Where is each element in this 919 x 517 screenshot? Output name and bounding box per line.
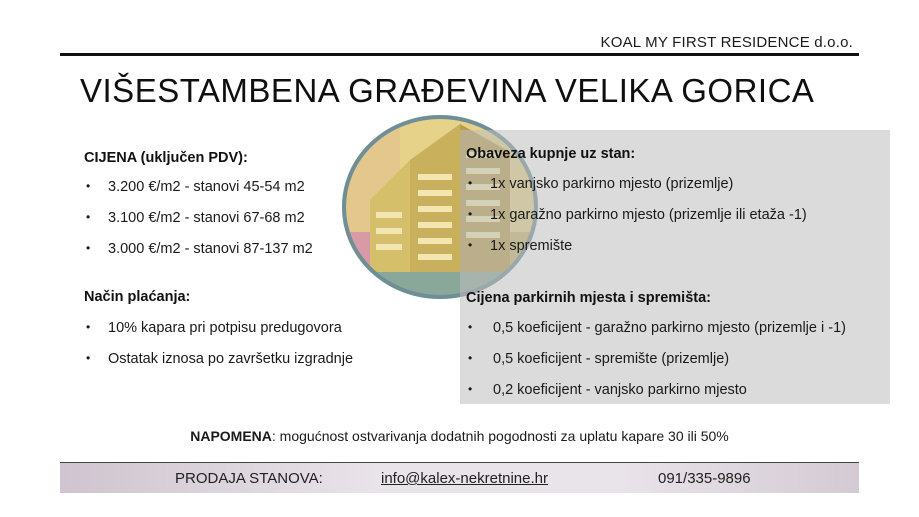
note [0, 428, 919, 444]
list-item: • 1x vanjsko parkirno mjesto (prizemlje) [466, 176, 807, 207]
footer-bar [60, 463, 859, 493]
top-divider [60, 53, 859, 56]
list-item: • 3.200 €/m2 - stanovi 45-54 m2 [84, 179, 313, 210]
note-label: NAPOMENA [190, 428, 272, 444]
payment-title: Način plaćanja: [84, 289, 191, 305]
list-item: • Ostatak iznosa po završetku izgradnje [84, 351, 353, 382]
list-item: • 3.000 €/m2 - stanovi 87-137 m2 [84, 241, 313, 272]
footer-phone: 091/335-9896 [658, 470, 751, 487]
page-title: VIŠESTAMBENA GRAĐEVINA VELIKA GORICA [80, 72, 815, 109]
list-item: • 10% kapara pri potpisu predugovora [84, 320, 353, 351]
footer-email-link[interactable]: info@kalex-nekretnine.hr [381, 470, 548, 487]
company-name: KOAL MY FIRST RESIDENCE d.o.o. [600, 34, 853, 51]
note-text: : mogućnost ostvarivanja dodatnih pogodnosti za uplatu kapare 30 ili 50% [271, 428, 729, 444]
list-item: • 0,2 koeficijent - vanjsko parkirno mjesto [466, 382, 846, 413]
parking-list [466, 320, 846, 413]
list-item: • 0,5 koeficijent - spremište (prizemlje) [466, 351, 846, 382]
list-item: • 1x garažno parkirno mjesto (prizemlje ili etaža -1) [466, 207, 807, 238]
price-title: CIJENA (uključen PDV): [84, 150, 248, 166]
list-item: • 0,5 koeficijent - garažno parkirno mjesto (prizemlje i -1) [466, 320, 846, 351]
obligation-title: Obaveza kupnje uz stan: [466, 146, 636, 162]
payment-list [84, 320, 353, 382]
footer-label: PRODAJA STANOVA: [175, 470, 323, 487]
obligation-list [466, 176, 807, 269]
list-item: • 1x spremište [466, 238, 807, 269]
price-list [84, 179, 313, 272]
list-item: • 3.100 €/m2 - stanovi 67-68 m2 [84, 210, 313, 241]
parking-title: Cijena parkirnih mjesta i spremišta: [466, 290, 711, 306]
